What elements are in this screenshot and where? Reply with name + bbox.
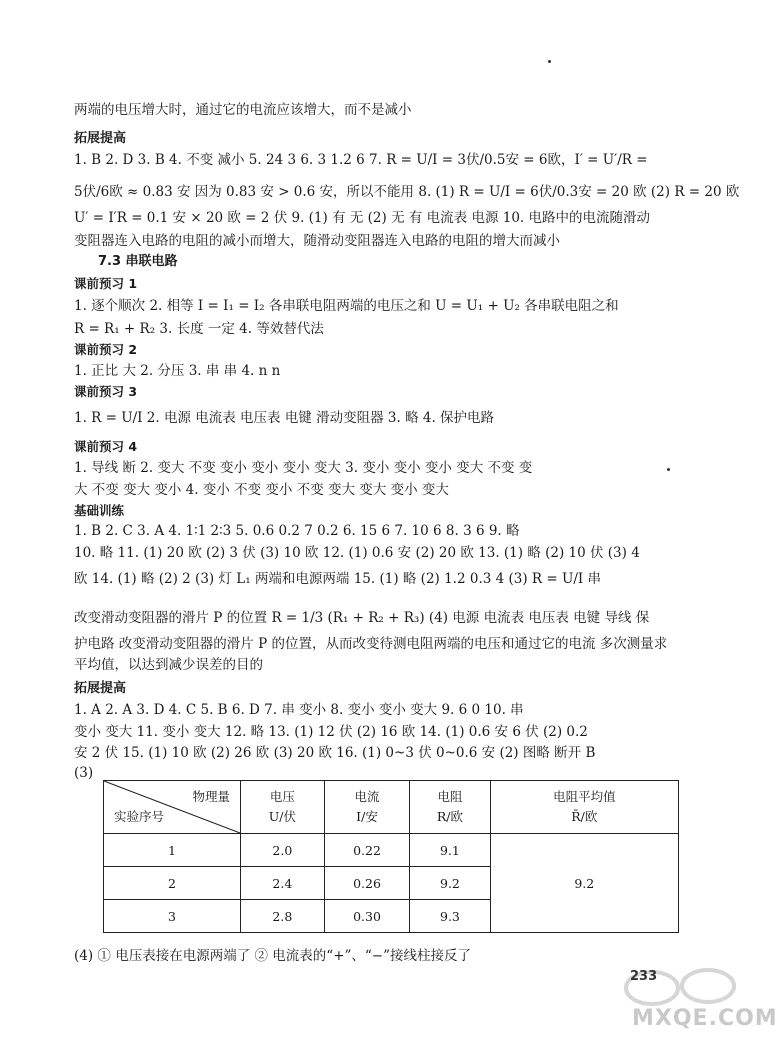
text-line: 平均值，以达到减少误差的目的 [74, 657, 263, 673]
text-line: (4) ① 电压表接在电源两端了 ② 电流表的“+”、“−”接线柱接反了 [74, 948, 472, 964]
text-line: 安 2 伏 15. (1) 10 欧 (2) 26 欧 (3) 20 欧 16. (1) 0~3 伏 0~0.6 安 (2) 图略 断开 B [74, 745, 596, 761]
table-cell-current: 0.22 [324, 834, 410, 867]
text-line: 变阻器连入电路的电阻的减小而增大，随滑动变阻器连入电路的电阻的增大而减小 [74, 233, 560, 249]
table-cell-resistance: 9.2 [410, 867, 490, 900]
table-cell-voltage: 2.0 [241, 834, 325, 867]
speck [548, 60, 551, 63]
text-line: (3) [74, 765, 94, 781]
header-label: 电阻平均值 [553, 789, 616, 804]
table-header-cell [241, 781, 325, 834]
text-line: U′ = I′R = 0.1 安 × 20 欧 = 2 伏 9. (1) 有 无 (2) 无 有 电流表 电源 10. 电路中的电流随滑动 [74, 210, 650, 226]
text-line: 大 不变 变大 变小 4. 变小 不变 变小 不变 变大 变大 变小 变大 [74, 482, 449, 498]
header-label: 电阻 [437, 789, 463, 804]
text-line: 变小 变大 11. 变小 变大 12. 略 13. (1) 12 伏 (2) 16 欧 14. (1) 0.6 安 6 伏 (2) 0.2 [74, 724, 588, 740]
table-cell-voltage: 2.4 [241, 867, 325, 900]
data-table-wrap [103, 780, 679, 930]
header-unit: U/伏 [268, 809, 296, 824]
data-table [103, 780, 679, 933]
subsection-heading: 课前预习 3 [74, 384, 138, 399]
text-line: 改变滑动变阻器的滑片 P 的位置 R = 1/3 (R₁ + R₂ + R₃) (4) 电源 电流表 电压表 电键 导线 保 [74, 610, 650, 626]
header-unit: I/安 [356, 809, 378, 824]
text-line: 1. B 2. C 3. A 4. 1∶1 2∶3 5. 0.6 0.2 7 0.2 6. 15 6 7. 10 6 8. 3 6 9. 略 [74, 523, 520, 539]
table-header-cell [410, 781, 490, 834]
header-label: 电压 [269, 789, 295, 804]
section-heading: 7.3 串联电路 [98, 254, 178, 269]
table-cell-current: 0.30 [324, 900, 410, 933]
text-line: 5伏/6欧 ≈ 0.83 安 因为 0.83 安 > 0.6 安，所以不能用 8. (1) R = U/I = 6伏/0.3安 = 20 欧 (2) R = 20 欧 [74, 184, 740, 200]
text-line: R = R₁ + R₂ 3. 长度 一定 4. 等效替代法 [74, 321, 324, 337]
table-cell-voltage: 2.8 [241, 900, 325, 933]
text-line: 欧 14. (1) 略 (2) 2 (3) 灯 L₁ 两端和电源两端 15. (1) 略 (2) 1.2 0.3 4 (3) R = U/I 串 [74, 571, 602, 587]
table-cell-current: 0.26 [324, 867, 410, 900]
table-header-cell [324, 781, 410, 834]
corner-label-bottom: 实验序号 [114, 809, 165, 824]
header-unit: R̄/欧 [571, 809, 598, 824]
text-line: 1. A 2. A 3. D 4. C 5. B 6. D 7. 串 变小 8. 变小 变小 变大 9. 6 0 10. 串 [74, 702, 524, 718]
page-number: 233 [630, 969, 658, 984]
text-line: 护电路 改变滑动变阻器的滑片 P 的位置，从而改变待测电阻两端的电压和通过它的电流 多次测量求 [74, 636, 668, 652]
watermark-text: MXQE.COM [632, 1006, 778, 1031]
table-cell-index: 3 [104, 900, 241, 933]
table-header-row [104, 781, 679, 834]
section-heading: 拓展提高 [74, 681, 127, 696]
table-cell-index: 1 [104, 834, 241, 867]
table-cell-resistance: 9.1 [410, 834, 490, 867]
table-cell-index: 2 [104, 867, 241, 900]
section-heading: 拓展提高 [74, 131, 127, 146]
text-line: 1. 导线 断 2. 变大 不变 变小 变小 变小 变大 3. 变小 变小 变小 变大 不变 变 [74, 460, 533, 476]
corner-label-top: 物理量 [192, 789, 230, 804]
text-line: 两端的电压增大时，通过它的电流应该增大，而不是减小 [74, 102, 412, 118]
header-label: 电流 [354, 789, 380, 804]
subsection-heading: 课前预习 1 [74, 276, 138, 291]
text-line: 1. 逐个顺次 2. 相等 I = I₁ = I₂ 各串联电阻两端的电压之和 U = U₁ + U₂ 各串联电阻之和 [74, 298, 619, 314]
table-row [104, 834, 679, 867]
text-line: 1. 正比 大 2. 分压 3. 串 串 4. n n [74, 363, 281, 379]
table-header-cell [490, 781, 678, 834]
header-unit: R/欧 [436, 809, 464, 824]
text-line: 1. R = U/I 2. 电源 电流表 电压表 电键 滑动变阻器 3. 略 4. 保护电路 [74, 410, 495, 426]
table-cell-resistance: 9.3 [410, 900, 490, 933]
table-cell-average: 9.2 [490, 834, 678, 933]
text-line: 10. 略 11. (1) 20 欧 (2) 3 伏 (3) 10 欧 12. (1) 0.6 安 (2) 20 欧 13. (1) 略 (2) 10 伏 (3) 4 [74, 545, 640, 561]
text-line: 1. B 2. D 3. B 4. 不变 减小 5. 24 3 6. 3 1.2 6 7. R = U/I = 3伏/0.5安 = 6欧，I′ = U′/R = [74, 152, 648, 168]
subsection-heading: 课前预习 2 [74, 342, 138, 357]
table-corner-cell [104, 781, 241, 834]
subsection-heading: 基础训练 [74, 503, 125, 518]
subsection-heading: 课前预习 4 [74, 439, 138, 454]
